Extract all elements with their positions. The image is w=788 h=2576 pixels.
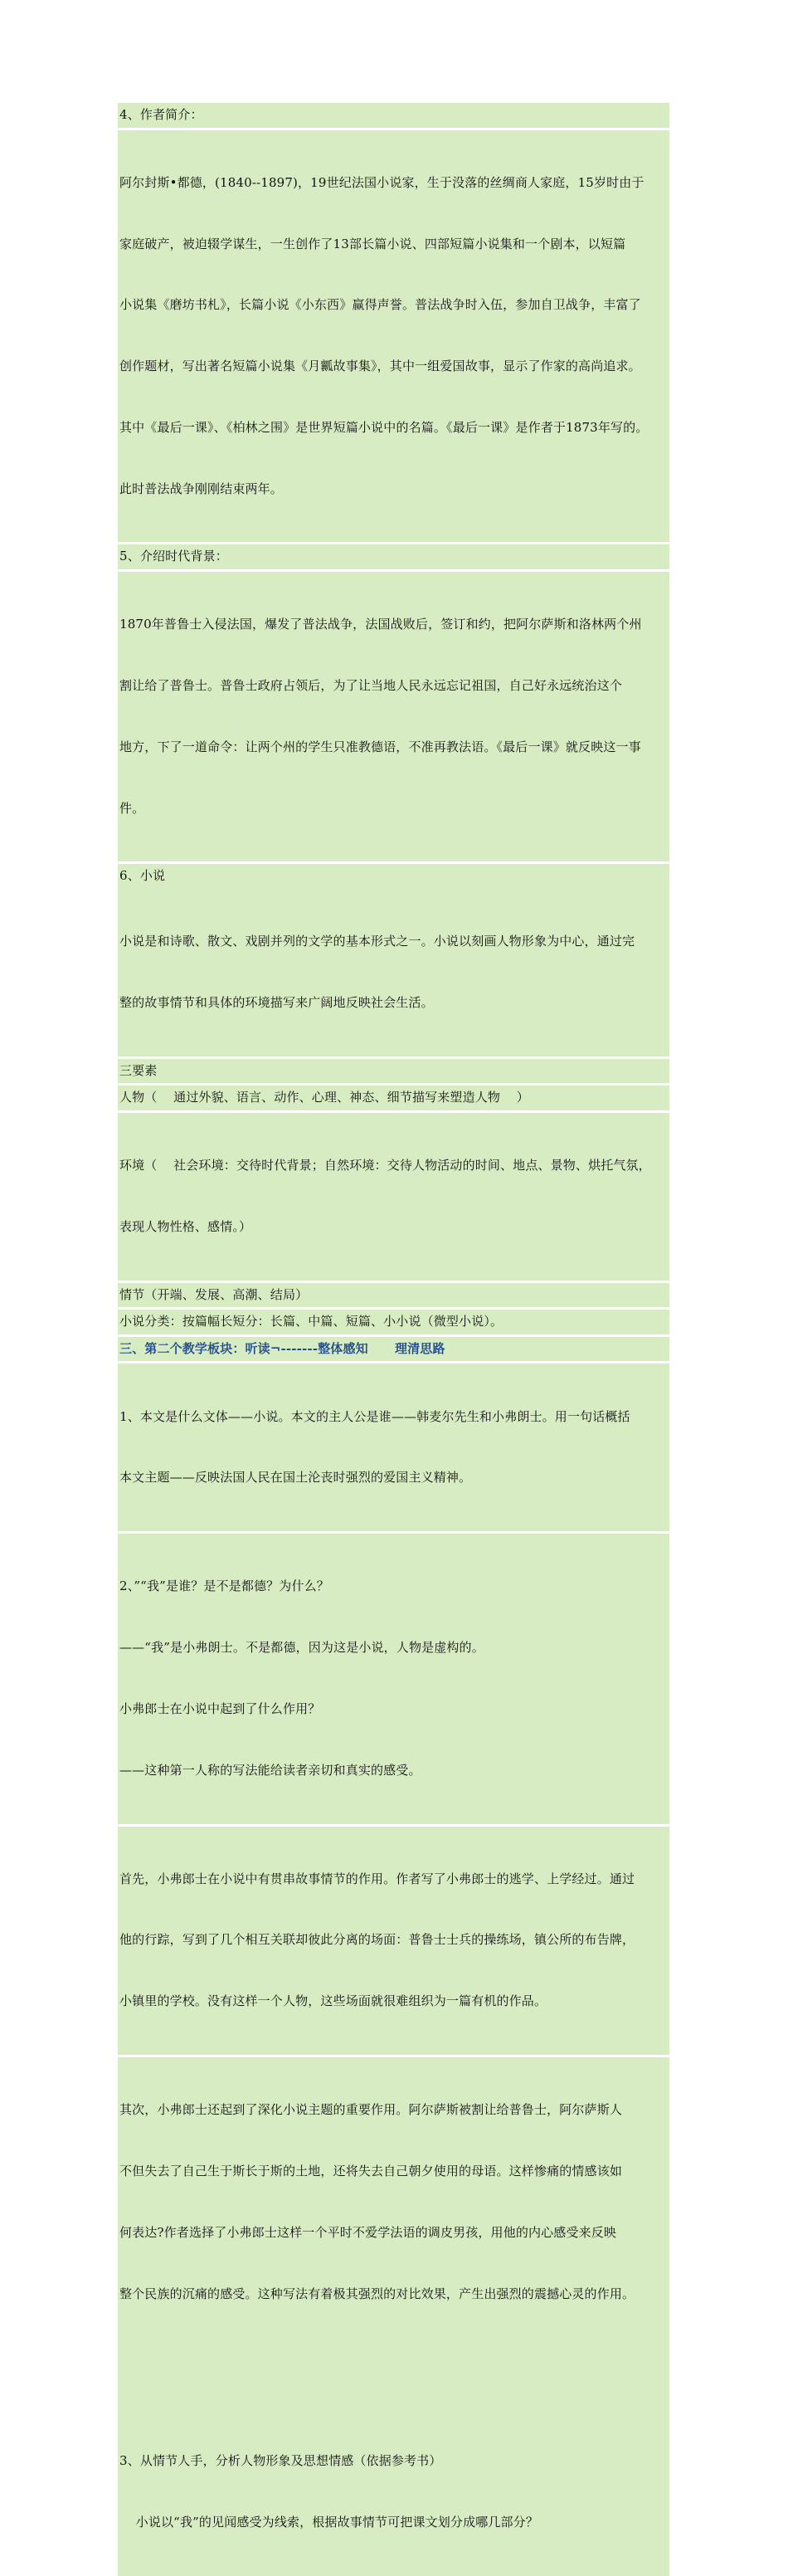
text-line: 1870年普鲁士入侵法国，爆发了普法战争，法国战败后，签订和约，把阿尔萨斯和洛林两个州: [119, 617, 642, 632]
question-1: [118, 1364, 669, 1531]
novel-heading: 6、小说: [118, 864, 669, 889]
text-line: 地方，下了一道命令：让两个州的学生只准教德语，不准再教法语。《最后一课》就反映这一事: [119, 739, 641, 754]
document-body: [118, 103, 669, 2576]
element-plot: 情节（开端、发展、高潮、结局）: [118, 1283, 669, 1308]
blank-line: [119, 2344, 668, 2365]
text-line: 他的行踪，写到了几个相互关联却彼此分离的场面：普鲁士士兵的操练场，镇公所的布告牌，: [119, 1932, 635, 1948]
text-line: 家庭破产，被迫辍学谋生，一生创作了13部长篇小说、四部短篇小说集和一个剧本，以短篇: [119, 236, 626, 251]
author-heading: 4、作者简介：: [118, 103, 669, 128]
background-heading: 5、介绍时代背景：: [118, 544, 669, 569]
text-line: 小弗郎士在小说中起到了什么作用？: [119, 1700, 321, 1716]
background-body: [118, 572, 669, 861]
question-3: [118, 2408, 669, 2576]
text-line: 不但失去了自己生于斯长于斯的土地，还将失去自己朝夕使用的母语。这样惨痛的情感该如: [119, 2164, 623, 2178]
text-line: 整个民族的沉痛的感受。这种写法有着极其强烈的对比效果，产生出强烈的震撼心灵的作用。: [119, 2286, 635, 2301]
text-line: 本文主题——反映法国人民在国土沦丧时强烈的爱国主义精神。: [119, 1470, 472, 1486]
text-line: 小说以“我”的见闻感受为线索，根据故事情节可把课文划分成哪几部分？: [119, 2515, 538, 2530]
text-line: 此时普法战争刚刚结束两年。: [119, 481, 283, 496]
question-2: [118, 1534, 669, 1823]
text-line: ——这种第一人称的写法能给读者亲切和真实的感受。: [119, 1762, 421, 1778]
text-line: 表现人物性格、感情。）: [119, 1218, 252, 1234]
author-intro: [118, 130, 669, 543]
paragraph-first: [118, 1827, 669, 2056]
novel-definition: [118, 889, 669, 1056]
text-line: 其中《最后一课》、《柏林之围》是世界短篇小说中的名篇。《最后一课》是作者于1873年写的。: [119, 419, 649, 435]
paragraph-second: [118, 2057, 669, 2408]
text-line: 创作题材，写出著名短篇小说集《月瓤故事集》，其中一组爱国故事，显示了作家的高尚追求。: [119, 359, 641, 374]
novel-classification: 小说分类：按篇幅长短分：长篇、中篇、短篇、小小说（微型小说）。: [118, 1310, 669, 1334]
text-line: 整的故事情节和具体的环境描写来广阔地反映社会生活。: [119, 994, 434, 1010]
text-line: 3、从情节人手，分析人物形象及思想情感（依据参考书）: [119, 2453, 442, 2469]
text-line: 1、本文是什么文体——小说。本文的主人公是谁——韩麦尔先生和小弗朗士。用一句话概括: [119, 1408, 630, 1424]
text-line: 小说集《磨坊书札》，长篇小说《小东西》赢得声誉。普法战争时入伍，参加自卫战争，丰富了: [119, 297, 641, 313]
text-line: 割让给了普鲁士。普鲁士政府占领后，为了让当地人民永远忘记祖国，自己好永远统治这个: [119, 678, 623, 694]
text-line: 环境（ 社会环境：交待时代背景；自然环境：交待人物活动的时间、地点、景物、烘托气氛，: [119, 1158, 651, 1173]
text-line: 小说是和诗歌、散文、戏剧并列的文学的基本形式之一。小说以刻画人物形象为中心，通过完: [119, 934, 635, 949]
text-line: ——“我”是小弗朗士。不是都德，因为这是小说，人物是虚构的。: [119, 1640, 484, 1656]
text-line: 何表达?作者选择了小弗郎士这样一个平时不爱学法语的调皮男孩，用他的内心感受来反映: [119, 2224, 617, 2240]
text-line: 2、”“我”是谁？是不是都德？为什么？: [119, 1578, 329, 1594]
text-line: 首先，小弗郎士在小说中有贯串故事情节的作用。作者写了小弗郎士的逃学、上学经过。通过: [119, 1871, 635, 1886]
element-character: 人物（ 通过外貌、语言、动作、心理、神态、细节描写来塑造人物 ）: [118, 1086, 669, 1110]
element-environment: [118, 1113, 669, 1281]
text-line: 件。: [119, 800, 145, 816]
text-line: 其次，小弗郎士还起到了深化小说主题的重要作用。阿尔萨斯被割让给普鲁士，阿尔萨斯人: [119, 2102, 623, 2118]
module-heading: 三、第二个教学板块：听读¬-------整体感知 理清思路: [118, 1337, 669, 1362]
text-line: 阿尔封斯•都德，(1840--1897)，19世纪法国小说家，生于没落的丝绸商人家庭，15岁时由于: [119, 174, 645, 190]
three-elements-heading: 三要素: [118, 1059, 669, 1084]
text-line: 小镇里的学校。没有这样一个人物，这些场面就很难组织为一篇有机的作品。: [119, 1993, 547, 2009]
